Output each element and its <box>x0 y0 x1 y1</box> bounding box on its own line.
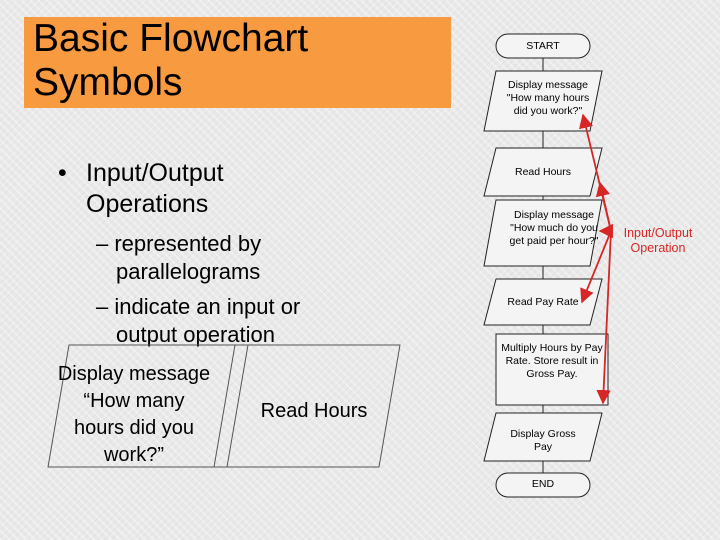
node-multiply-label: Multiply Hours by Pay Rate. Store result in Gross Pay. <box>501 342 603 380</box>
subbullet-io-operation: – indicate an input or output operation <box>96 294 301 347</box>
node-start-label: START <box>526 40 560 52</box>
node-display-payrate-label: Display message "How much do you get paid per hour?" <box>509 209 599 247</box>
io-operation-callout: Input/Output Operation <box>623 226 693 255</box>
bullet-marker: • <box>58 159 67 187</box>
example-display-label: Display message “How many hours did you work?” <box>57 363 211 466</box>
node-read-hours-label: Read Hours <box>514 166 572 178</box>
node-read-payrate-label: Read Pay Rate <box>507 296 579 308</box>
bullet-io-operations: Input/Output Operations <box>86 159 224 218</box>
node-end-label: END <box>531 478 555 490</box>
example-read-label: Read Hours <box>260 400 368 422</box>
node-display-hours-label: Display message "How many hours did you work?" <box>506 79 590 117</box>
subbullet-parallelograms: – represented by parallelograms <box>96 231 262 284</box>
slide-title: Basic Flowchart Symbols <box>33 17 309 104</box>
node-display-grosspay-label: Display Gross Pay <box>510 428 576 453</box>
